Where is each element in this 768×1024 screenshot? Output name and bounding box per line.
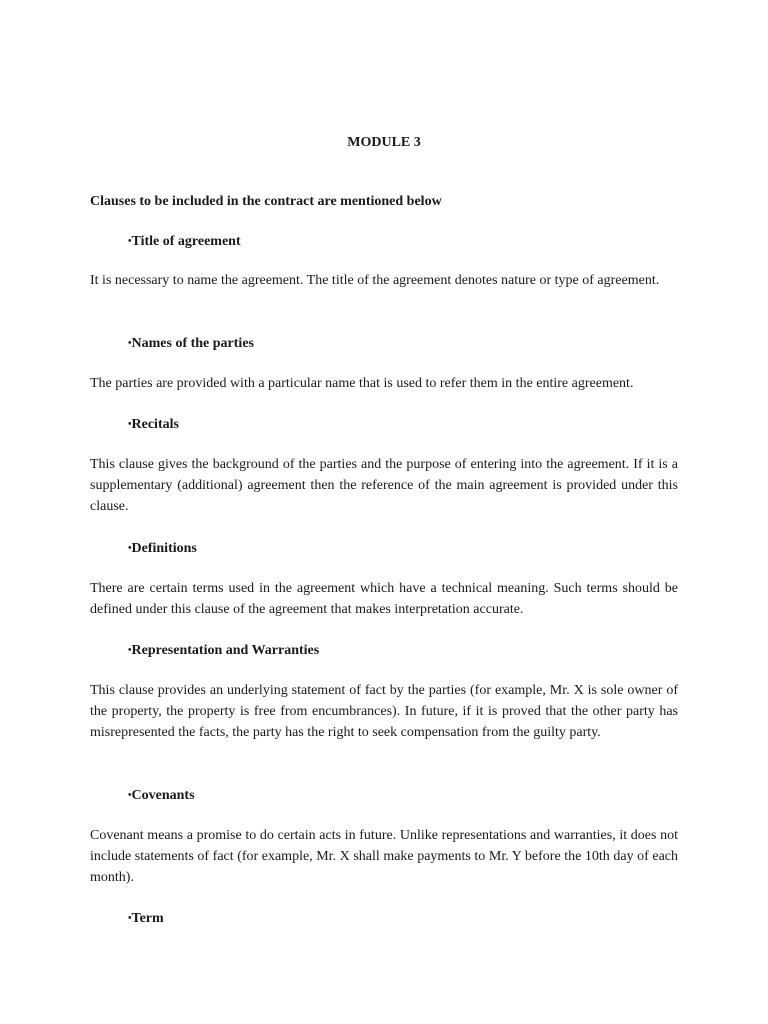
page-title: MODULE 3	[347, 135, 421, 150]
section-heading-label: Representation and Warranties	[131, 643, 320, 658]
section-body-names-of-parties: The parties are provided with a particular name that is used to refer them in the entire agreement.	[90, 376, 634, 391]
section-heading-label: Title of agreement	[131, 234, 241, 249]
section-heading-definitions	[128, 539, 197, 559]
section-heading-covenants	[128, 786, 195, 806]
bullet-icon: •	[128, 645, 132, 656]
section-heading-label: Covenants	[131, 788, 195, 803]
bullet-icon: •	[128, 790, 132, 801]
bullet-icon: •	[128, 543, 132, 554]
section-heading-title-of-agreement	[128, 232, 241, 252]
section-heading-label: Names of the parties	[131, 336, 254, 351]
section-body-covenants: Covenant means a promise to do certain acts in future. Unlike representations and warranties, it does not include statements of fact (for example, Mr. X shall make payments to Mr. Y before the 10th day of each month).	[90, 828, 678, 885]
section-body-title-of-agreement: It is necessary to name the agreement. The title of the agreement denotes nature or type of agreement.	[90, 273, 660, 288]
bullet-icon: •	[128, 419, 132, 430]
bullet-icon: •	[128, 338, 132, 349]
section-heading-label: Term	[131, 911, 164, 926]
section-heading-term	[128, 909, 164, 929]
section-heading-names-of-parties	[128, 334, 254, 354]
section-body-representation-warranties: This clause provides an underlying statement of fact by the parties (for example, Mr. X is sole owner of the property, the property is free from encumbrances). In future, if it is proved that the other party has misrepresented the facts, the party has the right to seek compensation from the guilty party.	[90, 683, 678, 740]
section-heading-recitals	[128, 415, 179, 435]
section-body-definitions: There are certain terms used in the agreement which have a technical meaning. Such terms should be defined under this clause of the agreement that makes interpretation accurate.	[90, 581, 678, 617]
bullet-icon: •	[128, 236, 132, 247]
section-heading-representation-warranties	[128, 641, 319, 661]
section-heading-label: Definitions	[131, 541, 197, 556]
section-heading-label: Recitals	[131, 417, 179, 432]
bullet-icon: •	[128, 913, 132, 924]
section-body-recitals: This clause gives the background of the parties and the purpose of entering into the agreement. If it is a supplementary (additional) agreement then the reference of the main agreement is provided under this clause.	[90, 457, 678, 514]
intro-heading: Clauses to be included in the contract are mentioned below	[90, 194, 442, 209]
